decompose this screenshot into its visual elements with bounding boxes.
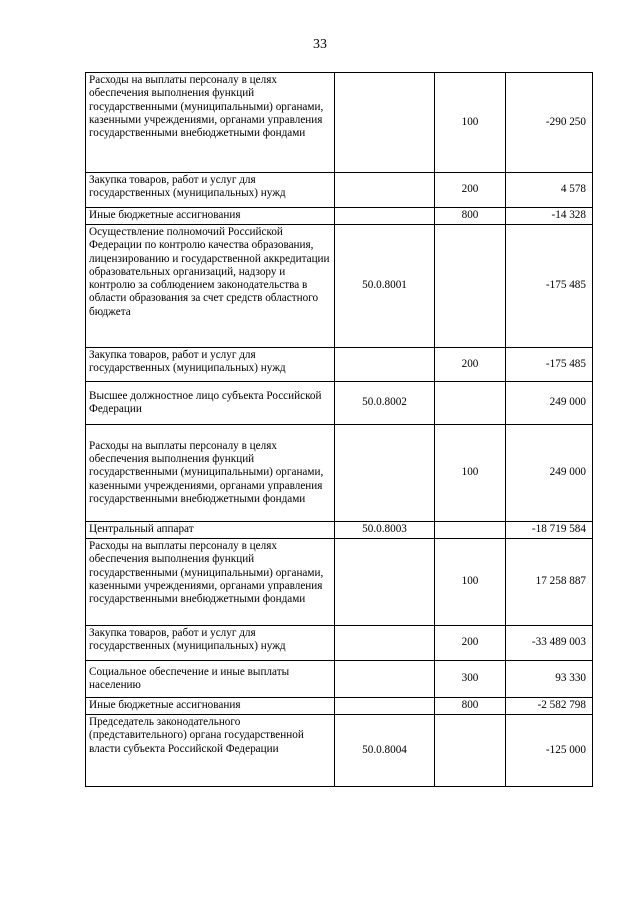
row-target-code (335, 208, 435, 225)
table-row (86, 225, 593, 348)
row-target-code: 50.0.8004 (335, 715, 435, 787)
table-row (86, 348, 593, 382)
table-row (86, 698, 593, 715)
row-expense-type: 800 (435, 208, 506, 225)
row-target-code (335, 698, 435, 715)
page-number: 33 (313, 37, 327, 52)
row-amount: 93 330 (506, 661, 593, 698)
row-name: Расходы на выплаты персоналу в целях обеспечения выполнения функций государственными (муниципальными) органами, казенными учреждениями, органами управления государственными внебюджетными фондами (86, 539, 335, 626)
table-row (86, 626, 593, 661)
row-name: Закупка товаров, работ и услуг для государственных (муниципальных) нужд (86, 626, 335, 661)
row-name: Центральный аппарат (86, 522, 335, 539)
row-name: Закупка товаров, работ и услуг для государственных (муниципальных) нужд (86, 348, 335, 382)
row-name: Высшее должностное лицо субъекта Российской Федерации (86, 382, 335, 425)
row-expense-type: 100 (435, 73, 506, 173)
row-amount: 249 000 (506, 382, 593, 425)
row-name: Расходы на выплаты персоналу в целях обеспечения выполнения функций государственными (муниципальными) органами, казенными учреждениями, органами управления государственными внебюджетными фондами (86, 425, 335, 522)
row-name: Закупка товаров, работ и услуг для государственных (муниципальных) нужд (86, 173, 335, 208)
row-expense-type (435, 382, 506, 425)
budget-table-body (86, 73, 593, 787)
table-row (86, 382, 593, 425)
row-amount: 17 258 887 (506, 539, 593, 626)
row-amount: -175 485 (506, 225, 593, 348)
row-expense-type: 200 (435, 348, 506, 382)
table-row (86, 522, 593, 539)
row-amount: -290 250 (506, 73, 593, 173)
row-target-code (335, 73, 435, 173)
row-expense-type (435, 715, 506, 787)
row-amount: -14 328 (506, 208, 593, 225)
row-amount: -175 485 (506, 348, 593, 382)
row-expense-type: 800 (435, 698, 506, 715)
row-amount: 4 578 (506, 173, 593, 208)
row-target-code (335, 661, 435, 698)
row-target-code (335, 626, 435, 661)
table-row (86, 661, 593, 698)
row-name: Иные бюджетные ассигнования (86, 698, 335, 715)
row-target-code: 50.0.8001 (335, 225, 435, 348)
row-expense-type (435, 225, 506, 348)
row-expense-type: 200 (435, 173, 506, 208)
row-target-code (335, 539, 435, 626)
row-amount: 249 000 (506, 425, 593, 522)
row-name: Иные бюджетные ассигнования (86, 208, 335, 225)
row-name: Расходы на выплаты персоналу в целях обеспечения выполнения функций государственными (муниципальными) органами, казенными учреждениями, органами управления государственными внебюджетными фондами (86, 73, 335, 173)
row-target-code (335, 173, 435, 208)
row-amount: -125 000 (506, 715, 593, 787)
row-target-code (335, 348, 435, 382)
table-row (86, 425, 593, 522)
row-name: Осуществление полномочий Российской Федерации по контролю качества образования, лицензированию и государственной аккредитации образовательных организаций, надзору и контролю за соблюдением законодательства в области образования за счет средств областного бюджета (86, 225, 335, 348)
table-row (86, 539, 593, 626)
row-amount: -33 489 003 (506, 626, 593, 661)
row-expense-type: 100 (435, 539, 506, 626)
row-expense-type: 100 (435, 425, 506, 522)
row-target-code: 50.0.8003 (335, 522, 435, 539)
row-target-code (335, 425, 435, 522)
row-amount: -2 582 798 (506, 698, 593, 715)
table-row (86, 715, 593, 787)
row-amount: -18 719 584 (506, 522, 593, 539)
budget-table (85, 72, 593, 787)
table-row (86, 173, 593, 208)
row-expense-type: 200 (435, 626, 506, 661)
row-expense-type: 300 (435, 661, 506, 698)
table-row (86, 208, 593, 225)
table-row (86, 73, 593, 173)
row-name: Социальное обеспечение и иные выплаты населению (86, 661, 335, 698)
row-target-code: 50.0.8002 (335, 382, 435, 425)
row-expense-type (435, 522, 506, 539)
row-name: Председатель законодательного (представительного) органа государственной власти субъекта Российской Федерации (86, 715, 335, 787)
